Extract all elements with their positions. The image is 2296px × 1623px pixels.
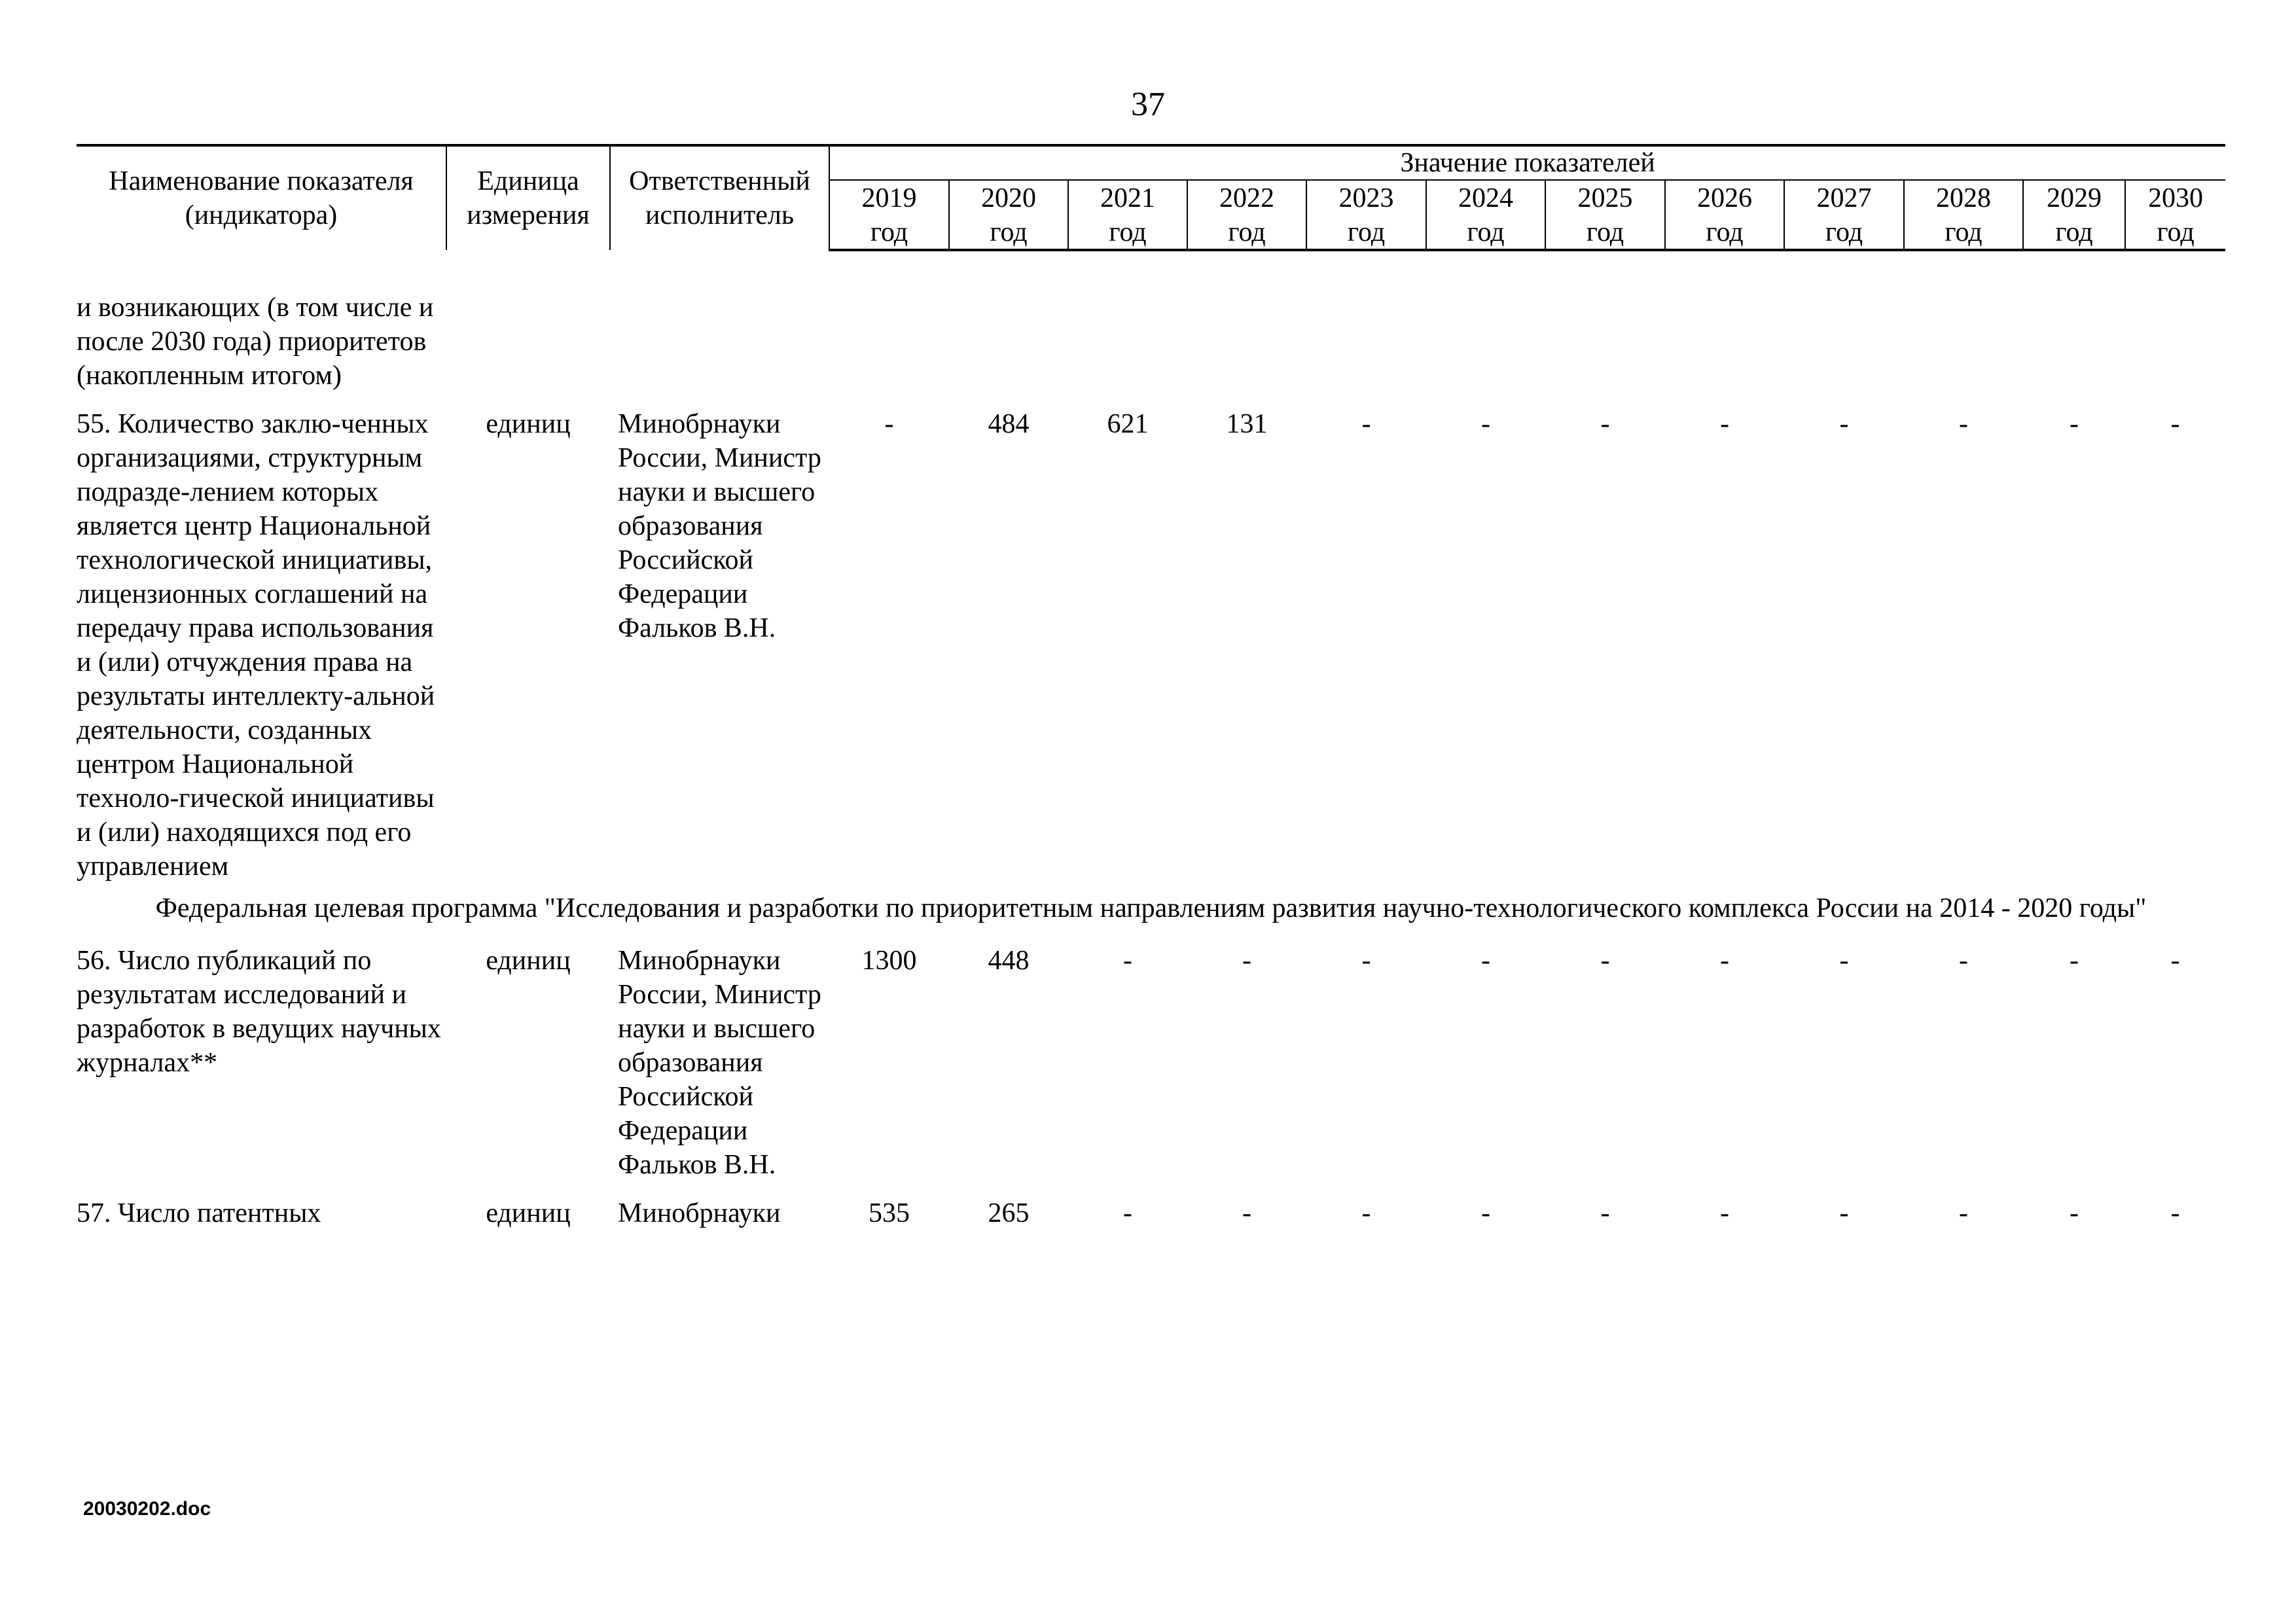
indicator-executor: Минобрнауки: [618, 1198, 781, 1228]
header-year-2028: 2028 год: [1904, 180, 2023, 250]
value-2023: -: [1361, 946, 1371, 976]
value-2020: 484: [988, 409, 1030, 439]
header-executor: Ответственный исполнитель: [610, 145, 829, 250]
header-values-group: Значение показателей: [829, 145, 2225, 180]
value-2027: -: [1839, 1198, 1849, 1228]
value-2030: -: [2170, 409, 2180, 439]
indicator-executor: Минобрнауки России, Министр науки и высшего образования Российской Федерации Фальков В.Н.: [618, 946, 821, 1180]
value-2028: -: [1959, 1198, 1968, 1228]
value-2029: -: [2070, 409, 2079, 439]
page-number: 37: [1131, 86, 1165, 123]
header-year-2026: 2026 год: [1665, 180, 1784, 250]
header-year-2019: 2019 год: [829, 180, 949, 250]
value-2030: -: [2170, 1198, 2180, 1228]
table-row-56: [77, 941, 2225, 1196]
value-2019: 535: [869, 1198, 910, 1228]
value-2022: -: [1242, 946, 1251, 976]
indicator-name: 55. Количество заклю-ченных организациями, структурным подразде-лением которых является центр Национальной технологической инициативы, лицензионных соглашений на передачу права использования и (или) отчуждения права на результаты интеллекту-альной деятельности, созданных центром Национальной техноло-гической инициативы и (или) находящихся под его управлением: [77, 409, 435, 882]
value-2027: -: [1839, 946, 1849, 976]
value-2028: -: [1959, 409, 1968, 439]
indicator-unit: единиц: [486, 946, 571, 976]
header-unit: Единица измерения: [446, 145, 610, 250]
value-2024: -: [1481, 1198, 1490, 1228]
header-year-2030: 2030 год: [2125, 180, 2225, 250]
table-row-55: [77, 407, 2225, 889]
indicator-name: 56. Число публикаций по результатам исследований и разработок в ведущих научных журналах**: [77, 946, 441, 1078]
header-year-2021: 2021 год: [1068, 180, 1187, 250]
value-2020: 448: [988, 946, 1030, 976]
value-2028: -: [1959, 946, 1968, 976]
value-2030: -: [2170, 946, 2180, 976]
table-row-57: [77, 1196, 2225, 1230]
indicators-table: [77, 144, 2225, 1230]
empty-cell: [446, 250, 2225, 407]
value-2021: -: [1123, 1198, 1132, 1228]
value-2020: 265: [988, 1198, 1030, 1228]
header-year-2029: 2029 год: [2023, 180, 2125, 250]
header-year-2024: 2024 год: [1426, 180, 1545, 250]
indicator-name: и возникающих (в том числе и после 2030 года) приоритетов (накопленным итогом): [77, 293, 434, 391]
indicator-unit: единиц: [486, 409, 571, 439]
value-2021: 621: [1107, 409, 1149, 439]
value-2026: -: [1720, 1198, 1729, 1228]
value-2021: -: [1123, 946, 1132, 976]
value-2026: -: [1720, 946, 1729, 976]
value-2024: -: [1481, 946, 1490, 976]
value-2019: -: [884, 409, 894, 439]
header-year-2023: 2023 год: [1306, 180, 1426, 250]
value-2025: -: [1600, 409, 1610, 439]
value-2023: -: [1361, 409, 1371, 439]
table-row-continuation: [77, 250, 2225, 407]
value-2022: 131: [1226, 409, 1268, 439]
value-2024: -: [1481, 409, 1490, 439]
indicator-name: 57. Число патентных: [77, 1198, 321, 1228]
indicator-unit: единиц: [486, 1198, 571, 1228]
table-header: [77, 145, 2225, 250]
value-2027: -: [1839, 409, 1849, 439]
value-2029: -: [2070, 946, 2079, 976]
table-row-program-heading: [77, 889, 2225, 941]
value-2025: -: [1600, 946, 1610, 976]
value-2022: -: [1242, 1198, 1251, 1228]
program-heading: Федеральная целевая программа "Исследования и разработки по приоритетным направлениям развития научно-технологического комплекса России на 2014 - 2020 годы": [155, 893, 2147, 923]
header-year-2022: 2022 год: [1187, 180, 1306, 250]
value-2025: -: [1600, 1198, 1610, 1228]
value-2023: -: [1361, 1198, 1371, 1228]
header-year-2027: 2027 год: [1784, 180, 1904, 250]
value-2026: -: [1720, 409, 1729, 439]
value-2019: 1300: [861, 946, 917, 976]
indicator-executor: Минобрнауки России, Министр науки и высшего образования Российской Федерации Фальков В.Н.: [618, 409, 821, 643]
header-indicator-name: Наименование показателя (индикатора): [77, 145, 446, 250]
header-year-2025: 2025 год: [1545, 180, 1665, 250]
header-year-2020: 2020 год: [949, 180, 1068, 250]
value-2029: -: [2070, 1198, 2079, 1228]
footer-file-name: 20030202.doc: [83, 1498, 211, 1520]
